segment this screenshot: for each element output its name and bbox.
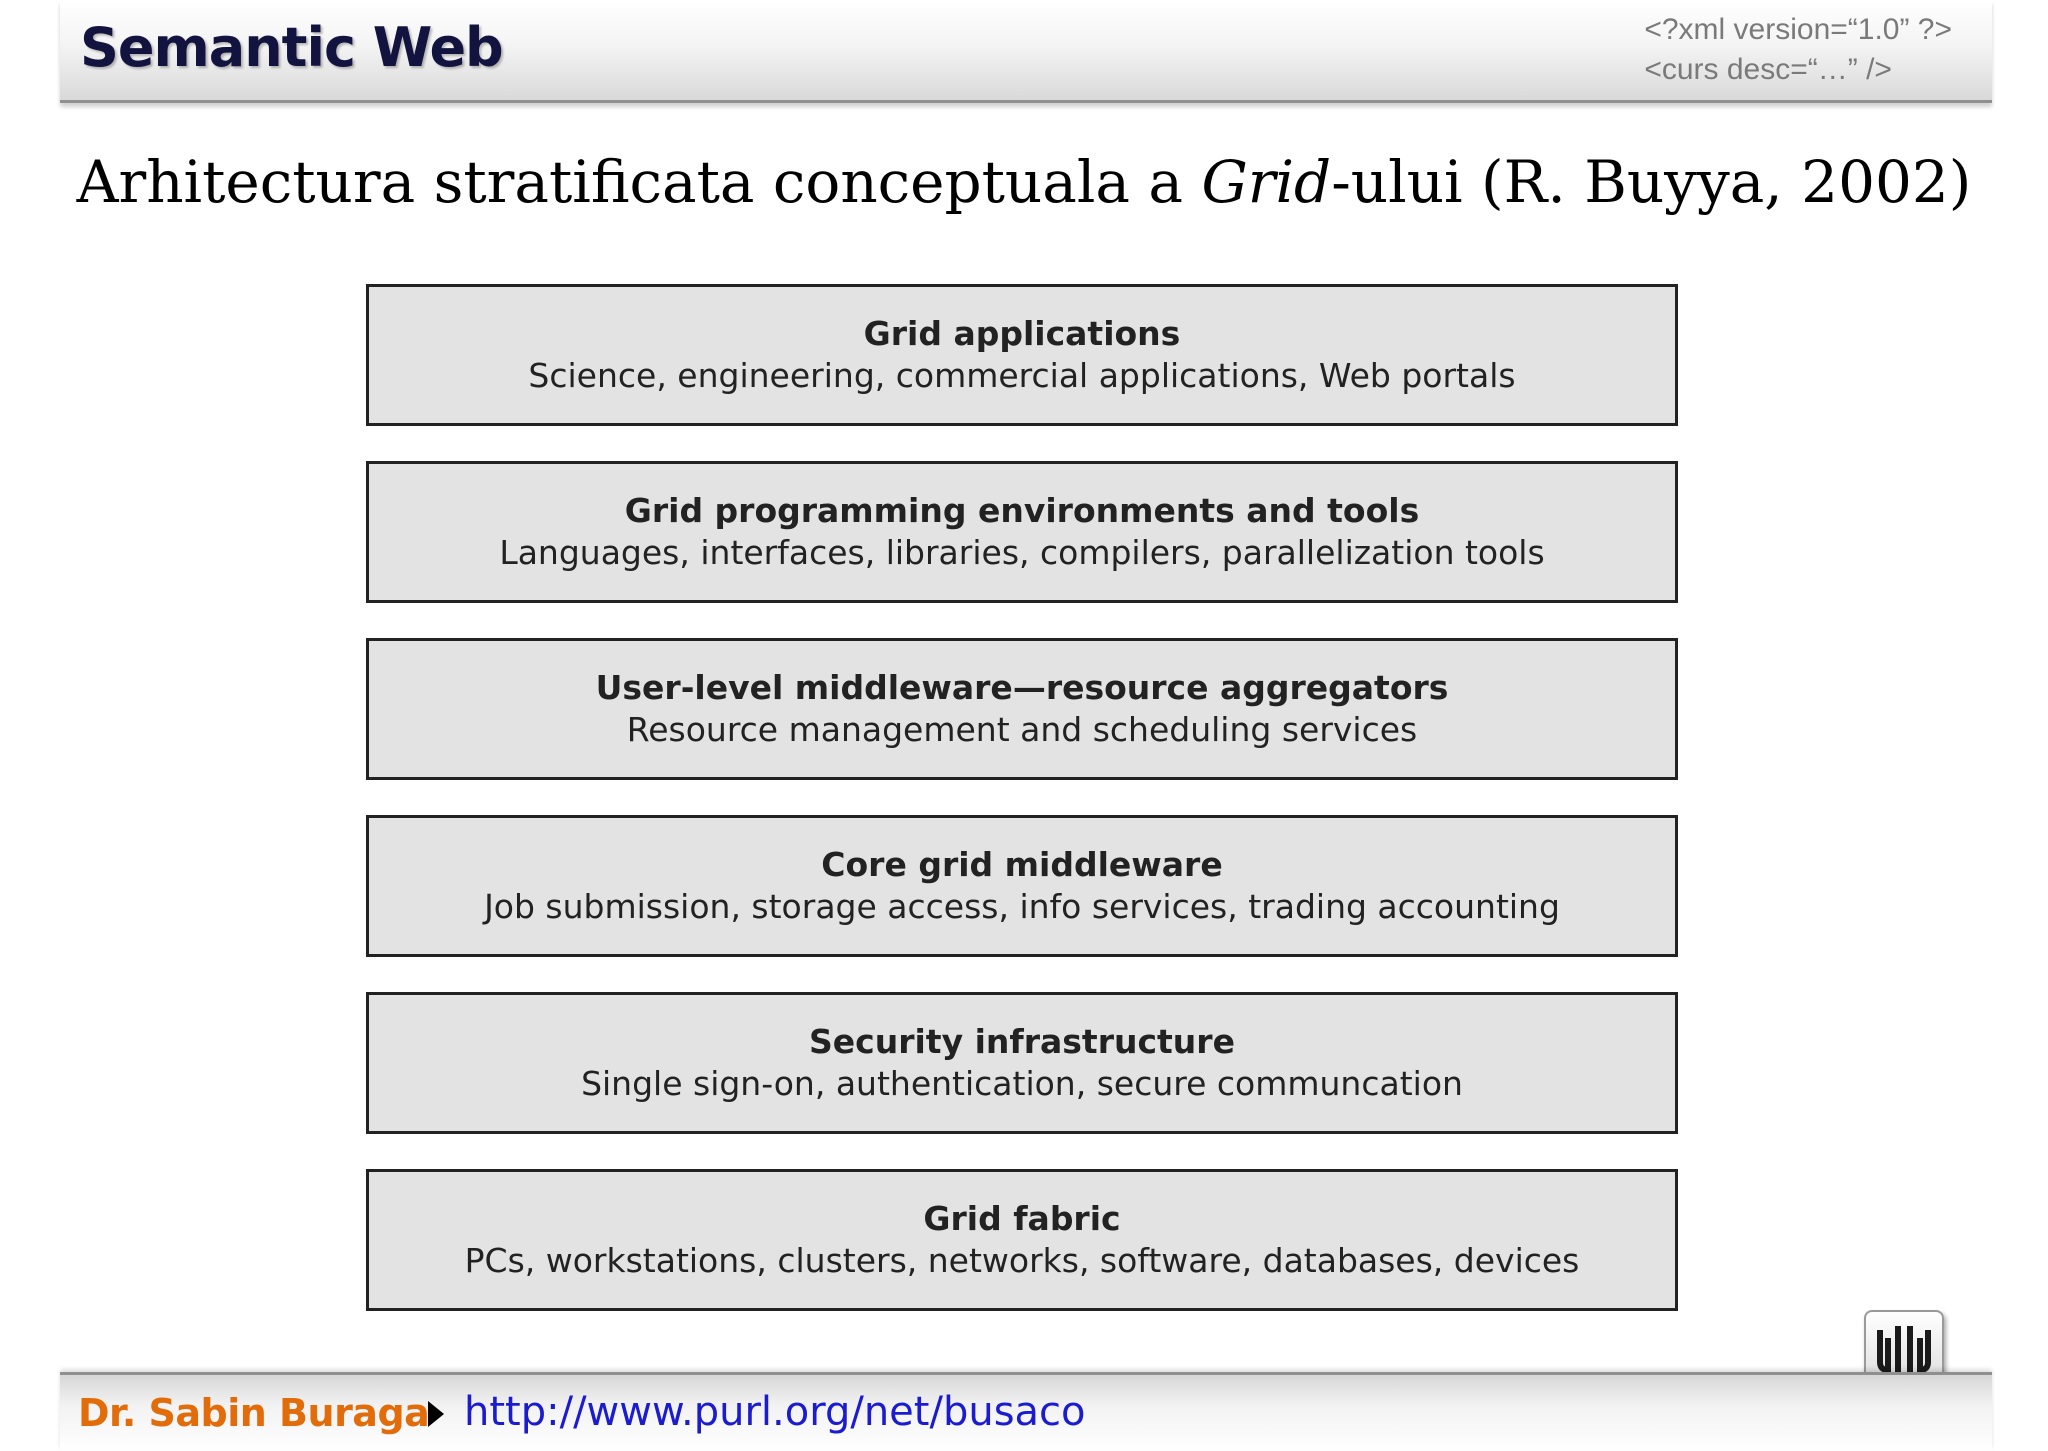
layer-description: PCs, workstations, clusters, networks, software, databases, devices (464, 1241, 1580, 1280)
xml-declaration (1644, 10, 1952, 90)
footer-bar (60, 1372, 1992, 1451)
author-name: Dr. Sabin Buraga (78, 1391, 430, 1435)
layer-description: Job submission, storage access, info services, trading accounting (484, 887, 1560, 926)
xml-line-1: <?xml version=“1.0” ?> (1644, 13, 1952, 46)
author-url-link[interactable]: http://www.purl.org/net/busaco (464, 1389, 1086, 1435)
layer-programming-environments (366, 461, 1678, 603)
slide-title-post: -ului (R. Buyya, 2002) (1331, 148, 1972, 216)
header-bar (60, 0, 1992, 103)
layer-stack-diagram (366, 284, 1678, 1346)
layer-user-level-middleware (366, 638, 1678, 780)
layer-title: Grid programming environments and tools (624, 491, 1420, 530)
layer-grid-applications (366, 284, 1678, 426)
layer-description: Resource management and scheduling services (626, 710, 1418, 749)
layer-title: Security infrastructure (809, 1022, 1235, 1061)
layer-title: Core grid middleware (821, 845, 1223, 884)
xml-line-2: <curs desc=“…” /> (1644, 53, 1892, 86)
triangle-right-icon (428, 1401, 444, 1427)
slide-title (0, 148, 2048, 216)
layer-description: Languages, interfaces, libraries, compilers, parallelization tools (499, 533, 1545, 572)
course-title: Semantic Web (80, 16, 503, 79)
layer-security-infrastructure (366, 992, 1678, 1134)
layer-core-middleware (366, 815, 1678, 957)
layer-grid-fabric (366, 1169, 1678, 1311)
layer-description: Single sign-on, authentication, secure communcation (581, 1064, 1463, 1103)
layer-title: User-level middleware—resource aggregators (595, 668, 1449, 707)
layer-title: Grid applications (863, 314, 1181, 353)
layer-description: Science, engineering, commercial applications, Web portals (528, 356, 1516, 395)
slide-title-pre: Arhitectura stratificata conceptuala a (76, 148, 1202, 216)
slide-title-emphasis: Grid (1201, 148, 1332, 216)
layer-title: Grid fabric (923, 1199, 1121, 1238)
